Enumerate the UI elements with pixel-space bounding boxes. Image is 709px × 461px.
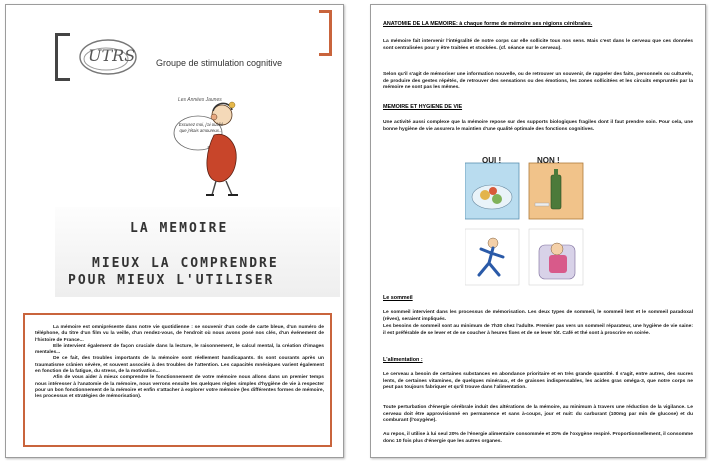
heading-sleep: Le sommeil [383, 295, 413, 301]
decorative-bracket-right [319, 10, 332, 56]
brochure-content-page [370, 4, 706, 458]
brochure-cover-page [5, 4, 344, 458]
heading-anatomy: ANATOMIE DE LA MEMOIRE: à chaque forme de mémoire ses régions cérébrales. [383, 21, 593, 27]
main-title: LA MEMOIRE [130, 221, 229, 236]
logo-text: UTRS [88, 46, 136, 65]
utrs-logo [76, 31, 140, 79]
subtitle-line-1: MIEUX LA COMPRENDRE [92, 256, 279, 271]
subtitle-line-2: POUR MIEUX L'UTILISER [68, 273, 275, 288]
oui-non-illustration [465, 153, 585, 287]
intro-text-box [23, 313, 332, 447]
hygiene-paragraph-1: Une activité aussi complexe que la mémoire repose sur des supports biologiques fragiles dont il faut prendre soin. Pour cela, une bonne hygiène de vie assurera le maintien d'une qualité optimale des fonctions cognitives. [383, 120, 693, 132]
food-paragraph-1: Le cerveau a besoin de certaines substances en abondance prioritaire et en très grande quantité. Il s'agit, entre autres, des sucres lents, de certaines vitamines, de quelques minéraux, et de graisses indispensables, les acides gras oméga-3, que notre corps ne peut pas toujours fabriquer et qu'il trouve dans l'alimentation. [383, 372, 693, 391]
heading-food: L'alimentation : [383, 357, 423, 363]
decorative-bracket-left [55, 33, 70, 81]
anatomy-paragraph-2: Selon qu'il s'agit de mémoriser une information nouvelle, ou de retrouver un souvenir, de rappeler des faits, personnels ou culturels, de produire des gestes répétés, de retrouver des sensations ou des émotions, les zones sollicitées et les circuits empruntés par la mémoire ne sont pas les mêmes. [383, 72, 693, 91]
intro-paragraph: Afin de vous aider à mieux comprendre le fonctionnement de votre mémoire nous allons dans un premier temps nous intéresser à l'anatomie de la mémoire, nous verrons ensuite les quelques règles simples d'hygiène de vie à respecter pour un bon fonctionnement de la mémoire et enfin s'attacher à explorer votre mémoire (les différentes formes de mémoire, les processus et stratégies de mémorisation). [35, 375, 324, 400]
header-title: Groupe de stimulation cognitive [156, 58, 283, 68]
food-paragraph-3: Au repos, il utilise à lui seul 20% de l'énergie alimentaire consommée et 20% de l'oxygène respiré. Proportionnellement, il consomme donc 10 fois plus d'énergie que les autres organes. [383, 432, 693, 444]
cartoon-caption: Les Années Jaunes [178, 97, 222, 103]
intro-paragraph: Elle intervient également de façon cruciale dans la lecture, le raisonnement, le calcul mental, la création d'images mentales... [35, 343, 324, 356]
non-label: NON ! [537, 156, 560, 165]
heading-hygiene: MEMOIRE ET HYGIENE DE VIE [383, 104, 463, 110]
cartoon-illustration [156, 95, 256, 200]
cartoon-speech-text: Excusez moi, j'ai oublié que j'étais amoureux... [178, 122, 224, 133]
intro-paragraph: La mémoire est omniprésente dans notre vie quotidienne : se souvenir d'un code de carte bleue, d'un numéro de téléphone, du titre d'un film vu la veille, d'un rendez-vous, de l'endroit où nous avons posé nos clés, d'un événement de l'histoire de France... [35, 325, 324, 343]
sleep-paragraph-2: Les besoins de sommeil sont au minimum de 7h30 chez l'adulte. Premier pas vers un sommeil réparateur, une hygiène de vie saine: il est préférable de se lever et de se coucher à heures fixes et de se lever tôt. Café et thé sont à proscrire en soirée. [383, 324, 693, 336]
intro-paragraph: De ce fait, des troubles importants de la mémoire sont réellement handicapants. Ils sont courants après un traumatisme crânien sévère, et souvent associés à des troubles de l'attention. Les capacités mnésiques varient également en fonction de la fatigue, du stress, de la motivation... [35, 356, 324, 375]
sleep-paragraph-1: Le sommeil intervient dans les processus de mémorisation. Les deux types de sommeil, le sommeil lent et le sommeil paradoxal (rêves), seraient impliqués. [383, 310, 693, 322]
food-paragraph-2: Toute perturbation d'énergie cérébrale induit des altérations de la mémoire, au minimum à travers une réduction de la vigilance. Le cerveau doit être approvisionné en permanence et sans à-coups, jour et nuit: du carburant (100mg par min de glucose) et du comburant (l'oxygène). [383, 405, 693, 424]
oui-label: OUI ! [482, 156, 502, 165]
anatomy-paragraph-1: La mémoire fait intervenir l'intégralité de notre corps car elle sollicite tous nos sens. Mais c'est dans le cerveau que ces données sont centralisées pour y être traitées et stockées. (cf. séance sur le cerveau). [383, 39, 693, 51]
